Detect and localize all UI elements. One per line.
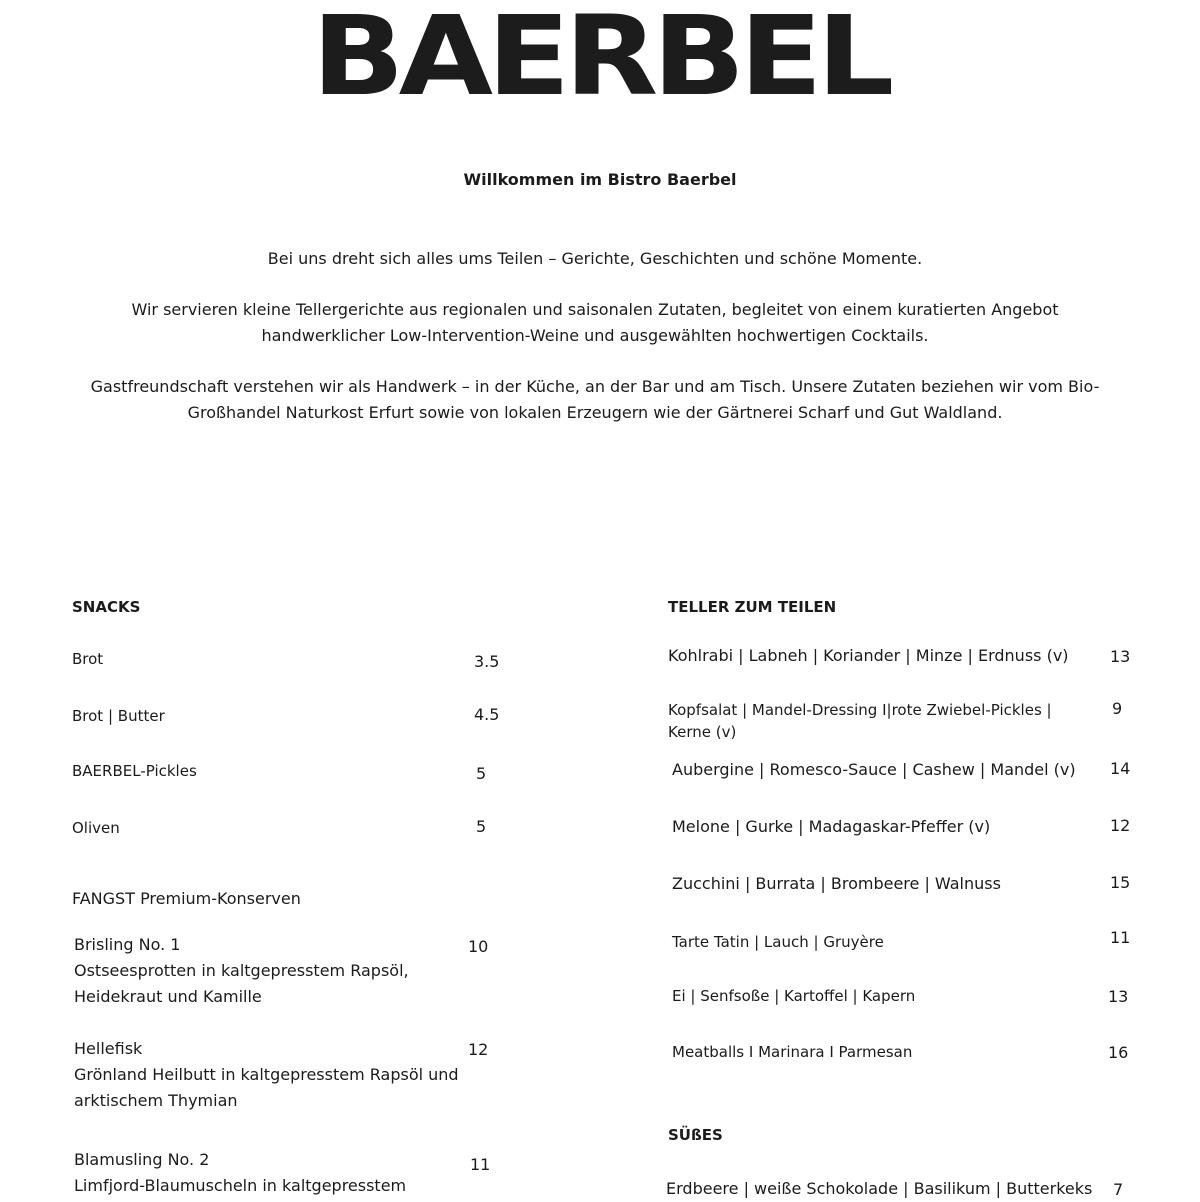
menu-item-price: 4.5 [474, 705, 500, 724]
intro-paragraph-2: Wir servieren kleine Tellergerichte aus regionalen und saisonalen Zutaten, begleitet von einem kuratierten Angebot handwerklicher Low-Intervention-Weine und ausgewählten hochwertigen Cocktails. [131, 300, 1059, 345]
menu-item-name: Oliven [72, 819, 120, 837]
menu-item-price: 12 [468, 1040, 489, 1059]
menu-item-name: Erdbeere | weiße Schokolade | Basilikum | Butterkeks [666, 1179, 1093, 1198]
section-title-snacks: SNACKS [72, 598, 141, 616]
menu-item-price: 16 [1108, 1043, 1129, 1062]
menu-item-description: arktischem Thymian [74, 1091, 238, 1110]
menu-item-description: Heidekraut und Kamille [74, 987, 262, 1006]
section-title-fangst: FANGST Premium-Konserven [72, 889, 301, 908]
menu-item-name-continued: Kerne (v) [668, 723, 737, 741]
menu-item-name: Melone | Gurke | Madagaskar-Pfeffer (v) [672, 817, 991, 836]
section-title-suesses: SÜßES [668, 1126, 723, 1144]
brand-logo: BAERBEL [311, 0, 889, 120]
menu-item-price: 13 [1110, 647, 1131, 666]
menu-item-price: 12 [1110, 816, 1131, 835]
menu-item-name: Tarte Tatin | Lauch | Gruyère [672, 933, 884, 951]
menu-item-price: 14 [1110, 759, 1131, 778]
menu-item-name: Meatballs I Marinara I Parmesan [672, 1043, 913, 1061]
menu-item-name: Brot [72, 650, 104, 668]
menu-item-description: Grönland Heilbutt in kaltgepresstem Rapsöl und [74, 1065, 459, 1084]
intro-paragraph-1: Bei uns dreht sich alles ums Teilen – Gerichte, Geschichten und schöne Momente. [267, 249, 923, 268]
menu-item-description: Limfjord-Blaumuscheln in kaltgepresstem [74, 1176, 407, 1195]
menu-item-price: 3.5 [474, 652, 500, 671]
intro-paragraph-3: Gastfreundschaft verstehen wir als Handwerk – in der Küche, an der Bar und am Tisch. Unsere Zutaten beziehen wir vom Bio-Großhandel Naturkost Erfurt sowie von lokalen Erzeugern wie der Gärtnerei Scharf und Gut Waldland. [90, 377, 1100, 422]
section-title-teller: TELLER ZUM TEILEN [668, 598, 837, 616]
menu-item-price: 5 [476, 764, 487, 783]
menu-item-description: Ostseesprotten in kaltgepresstem Rapsöl, [74, 961, 409, 980]
menu-item-name: Kopfsalat | Mandel-Dressing I|rote Zwiebel-Pickles | [668, 701, 1052, 719]
welcome-heading: Willkommen im Bistro Baerbel [463, 170, 737, 189]
menu-item-name: Ei | Senfsoße | Kartoffel | Kapern [672, 987, 916, 1005]
menu-item-name: Kohlrabi | Labneh | Koriander | Minze | Erdnuss (v) [668, 646, 1069, 665]
menu-item-price: 9 [1112, 699, 1123, 718]
menu-item-name: Brot | Butter [72, 707, 165, 725]
menu-item-price: 11 [1110, 928, 1131, 947]
menu-item-price: 5 [476, 817, 487, 836]
menu-item-name: Blamusling No. 2 [74, 1150, 210, 1169]
menu-item-price: 10 [468, 937, 489, 956]
menu-item-name: Aubergine | Romesco-Sauce | Cashew | Mandel (v) [672, 760, 1076, 779]
menu-item-price: 13 [1108, 987, 1129, 1006]
menu-item-price: 7 [1113, 1180, 1124, 1199]
menu-item-price: 15 [1110, 873, 1131, 892]
menu-item-price: 11 [470, 1155, 491, 1174]
menu-item-name: Zucchini | Burrata | Brombeere | Walnuss [672, 874, 1001, 893]
menu-item-name: BAERBEL-Pickles [72, 762, 197, 780]
menu-item-name: Hellefisk [74, 1039, 143, 1058]
menu-item-name: Brisling No. 1 [74, 935, 181, 954]
